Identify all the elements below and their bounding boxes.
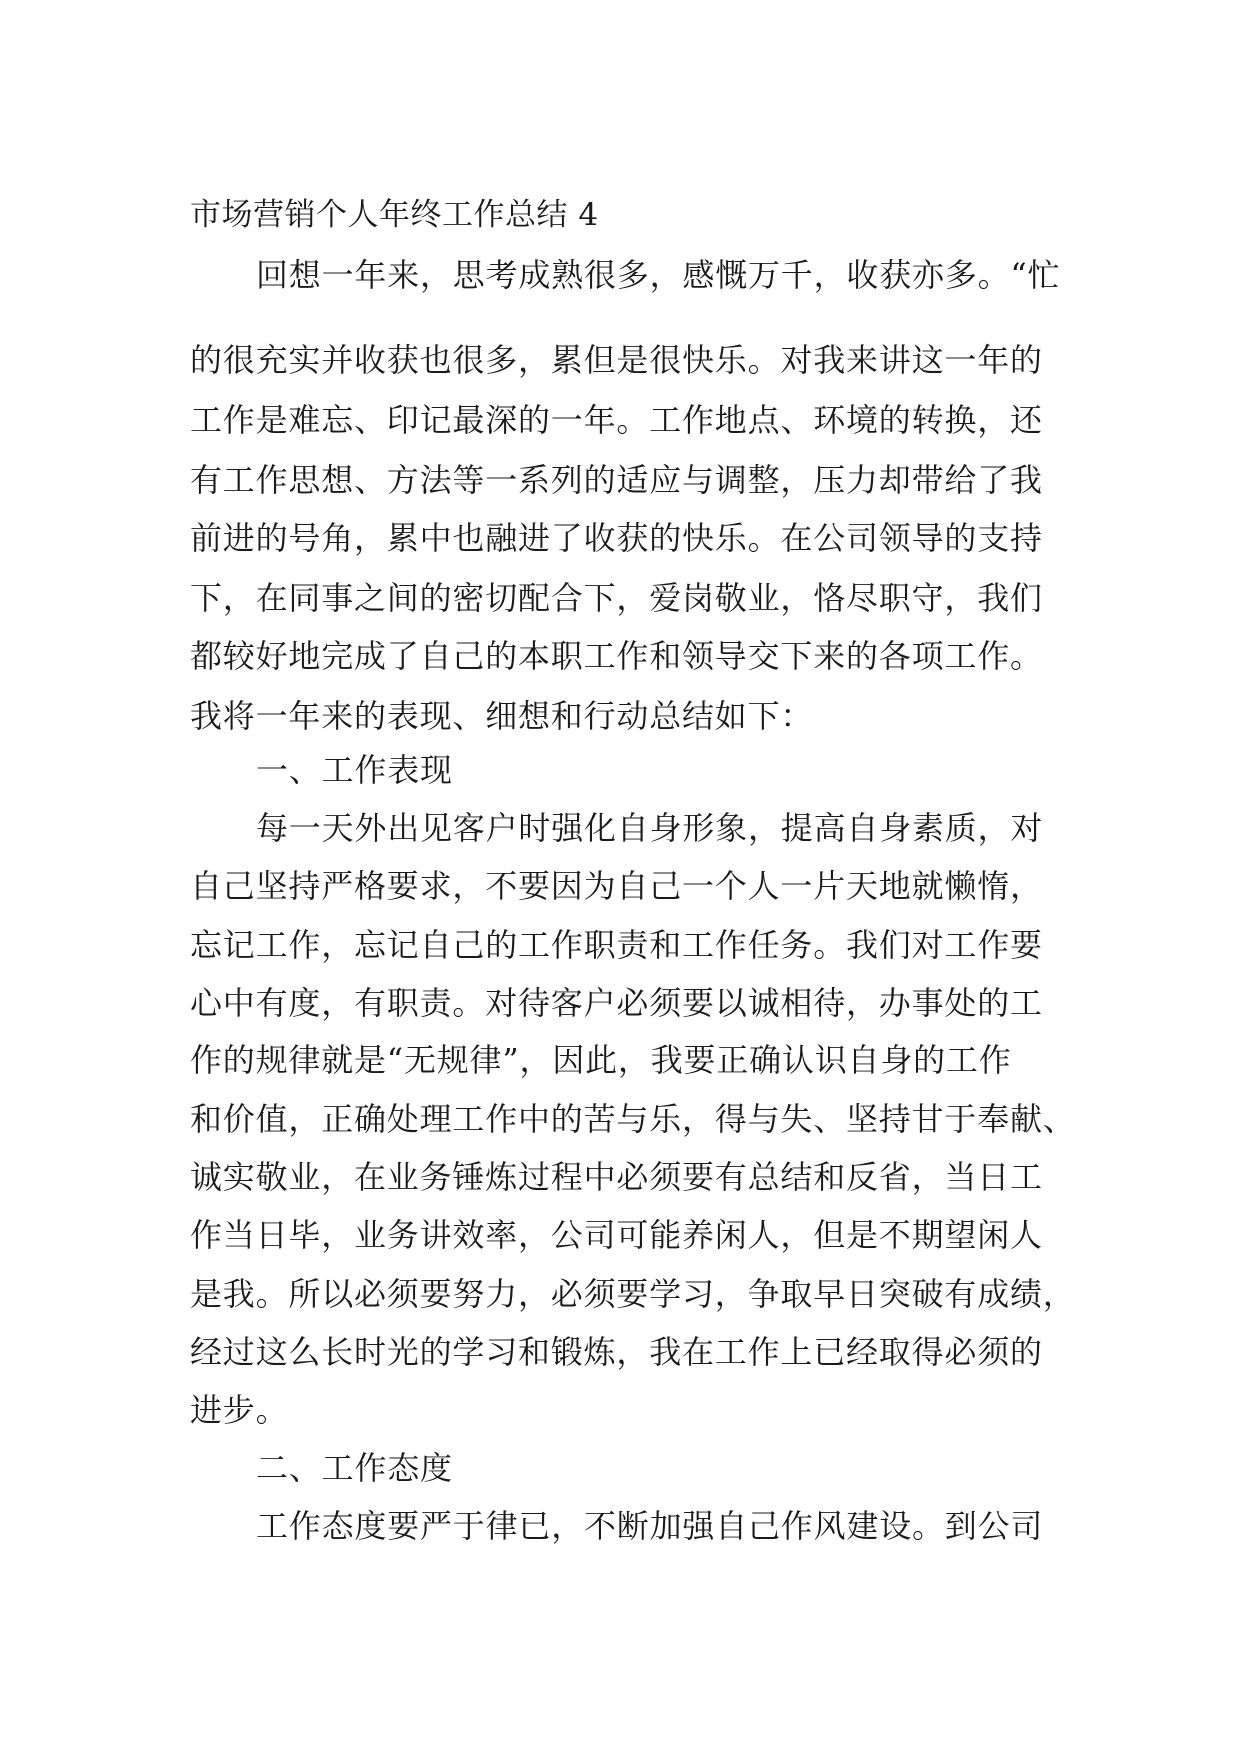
paragraph-line: 自己坚持严格要求，不要因为自己一个人一片天地就懒惰，	[190, 867, 1043, 905]
paragraph-line: 前进的号角，累中也融进了收获的快乐。在公司领导的支持	[190, 519, 1043, 557]
paragraph-line: 和价值，正确处理工作中的苦与乐，得与失、坚持甘于奉献、	[190, 1100, 1076, 1138]
document-title: 市场营销个人年终工作总结 4	[190, 197, 599, 233]
paragraph-line: 工作是难忘、印记最深的一年。工作地点、环境的转换，还	[190, 401, 1043, 439]
paragraph-line: 有工作思想、方法等一系列的适应与调整，压力却带给了我	[190, 461, 1043, 499]
paragraph-line: 工作态度要严于律已，不断加强自己作风建设。到公司	[256, 1507, 1044, 1545]
paragraph-line: 作当日毕，业务讲效率，公司可能养闲人，但是不期望闲人	[190, 1216, 1043, 1254]
section-heading: 一、工作表现	[256, 751, 453, 789]
paragraph-line: 忘记工作，忘记自己的工作职责和工作任务。我们对工作要	[190, 926, 1043, 964]
paragraph-line: 进步。	[190, 1391, 289, 1429]
paragraph-line: 每一天外出见客户时强化自身形象，提高自身素质，对	[256, 809, 1044, 847]
paragraph-line: 都较好地完成了自己的本职工作和领导交下来的各项工作。	[190, 637, 1043, 675]
paragraph-line: 作的规律就是“无规律”，因此，我要正确认识自身的工作	[190, 1041, 1012, 1079]
paragraph-line: 经过这么长时光的学习和锻炼，我在工作上已经取得必须的	[190, 1333, 1043, 1371]
paragraph-line: 诚实敬业，在业务锤炼过程中必须要有总结和反省，当日工	[190, 1158, 1043, 1196]
paragraph-line: 我将一年来的表现、细想和行动总结如下：	[190, 697, 814, 735]
paragraph-line: 心中有度，有职责。对待客户必须要以诚相待，办事处的工	[190, 984, 1043, 1022]
section-heading: 二、工作态度	[256, 1449, 453, 1487]
paragraph-line: 是我。所以必须要努力，必须要学习，争取早日突破有成绩，	[190, 1275, 1076, 1313]
paragraph-line: 回想一年来，思考成熟很多，感慨万千，收获亦多。“忙	[256, 256, 1061, 294]
paragraph-line: 下，在同事之间的密切配合下，爱岗敬业，恪尽职守，我们	[190, 579, 1043, 617]
paragraph-line: 的很充实并收获也很多，累但是很快乐。对我来讲这一年的	[190, 341, 1043, 379]
